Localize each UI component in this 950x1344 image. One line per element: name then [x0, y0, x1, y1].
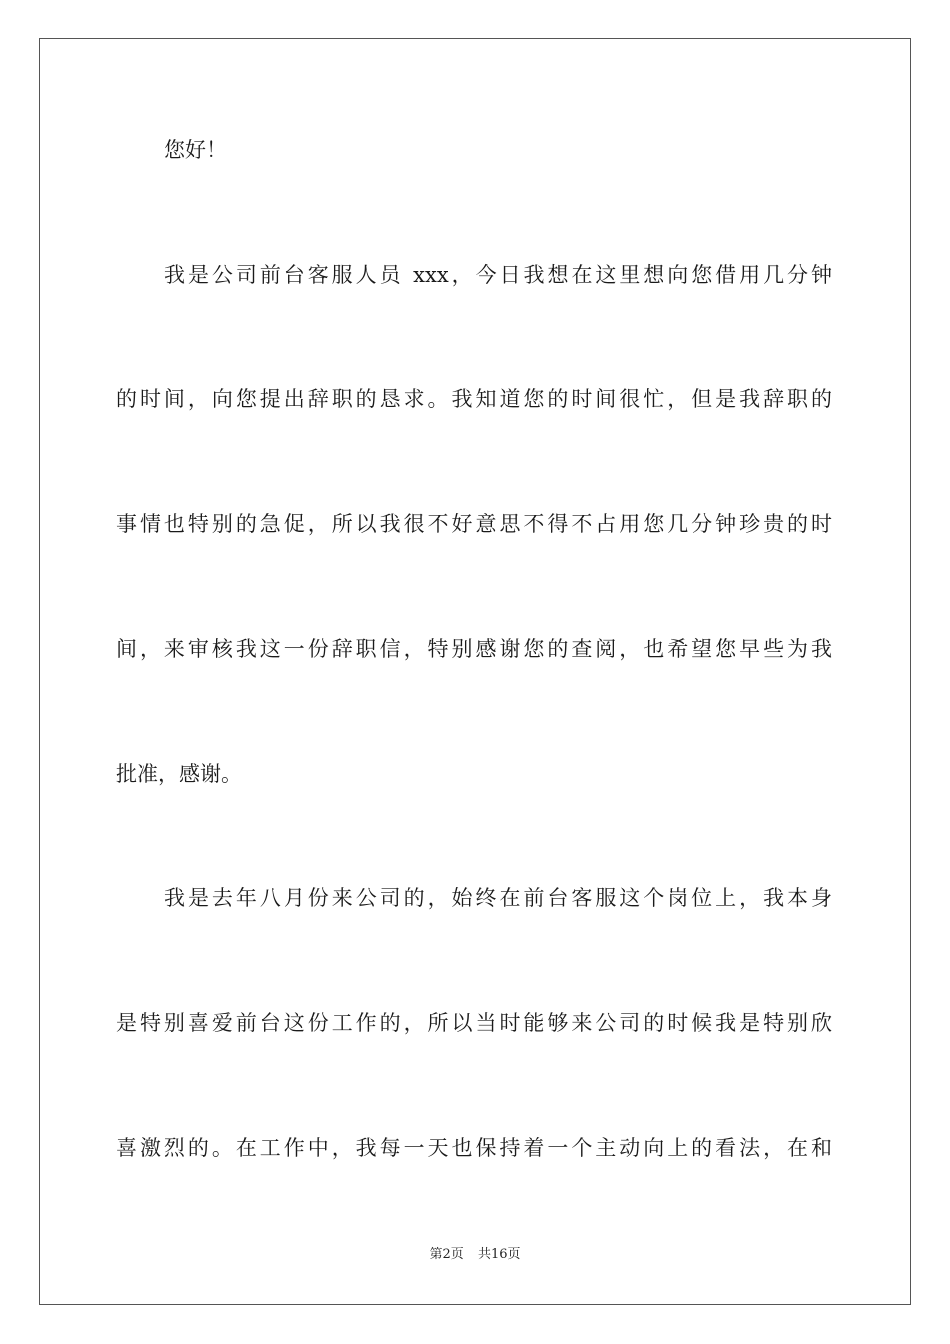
page-number-current: 第2页: [429, 1247, 464, 1262]
page-footer: [0, 1246, 950, 1264]
paragraph-2-line-3: 喜激烈的。在工作中，我每一天也保持着一个主动向上的看法，在和: [116, 1136, 832, 1160]
paragraph-2-line-2: 是特别喜爱前台这份工作的，所以当时能够来公司的时候我是特别欣: [116, 1011, 832, 1035]
page-border: [39, 38, 911, 1305]
paragraph-1-line-3: 事情也特别的急促，所以我很不好意思不得不占用您几分钟珍贵的时: [116, 512, 832, 536]
paragraph-1-line-2: 的时间，向您提出辞职的恳求。我知道您的时间很忙，但是我辞职的: [116, 387, 832, 411]
page-number-total: 共16页: [477, 1247, 521, 1262]
paragraph-2-line-1: 我是去年八月份来公司的，始终在前台客服这个岗位上，我本身: [164, 886, 832, 910]
greeting: 您好！: [164, 138, 227, 162]
paragraph-1-line-4: 间，来审核我这一份辞职信，特别感谢您的查阅，也希望您早些为我: [116, 637, 832, 661]
paragraph-1-line-5: 批准，感谢。: [116, 762, 242, 786]
paragraph-1-line-1: 我是公司前台客服人员 xxx，今日我想在这里想向您借用几分钟: [164, 263, 832, 287]
